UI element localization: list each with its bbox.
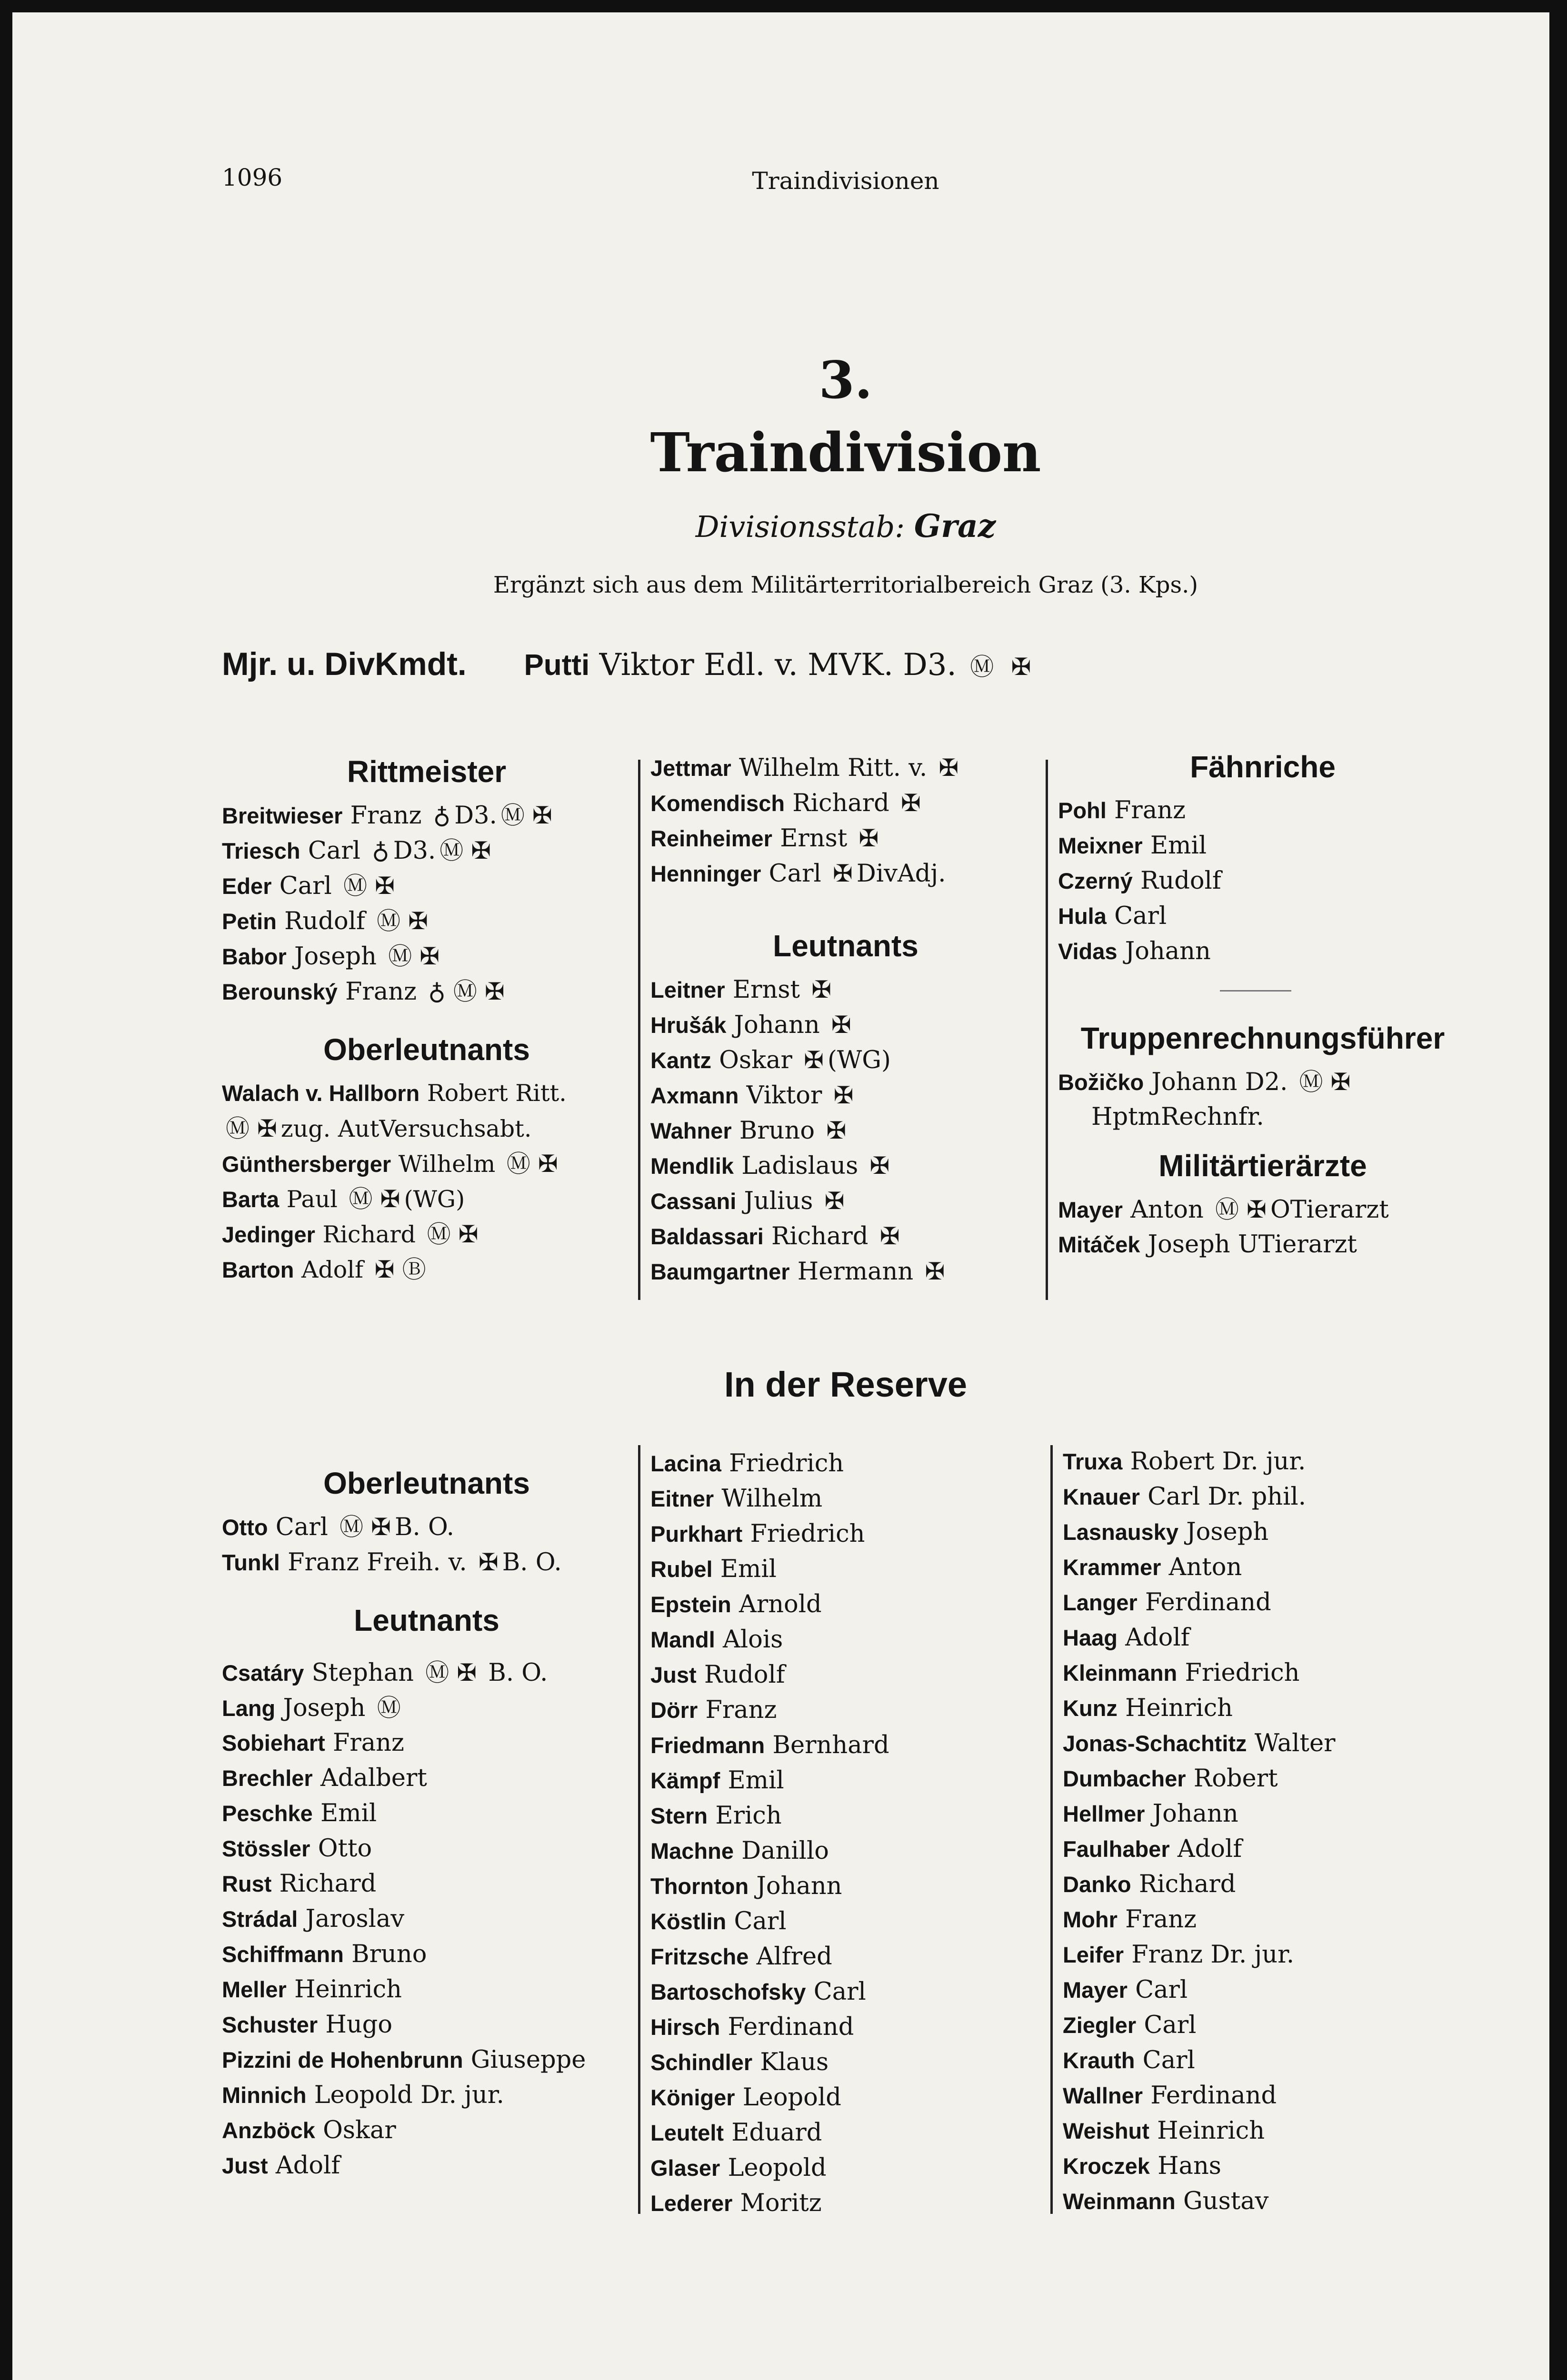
column-rule	[638, 1445, 640, 2214]
m-badge-icon: Ⓜ	[1215, 1196, 1239, 1223]
list-item: Baumgartner Hermann ✠	[650, 1254, 1041, 1289]
list-item: Mayer Carl	[1063, 1976, 1188, 2004]
reserve-col-1	[222, 1457, 631, 2183]
heading-reserve-oberleutnants: Oberleutnants	[323, 1466, 530, 1500]
list-item: Cassani Julius ✠	[650, 1183, 1041, 1219]
list-item: Babor Joseph Ⓜ ✠	[222, 939, 631, 974]
cross-icon: ✠	[879, 1222, 900, 1250]
cross-icon: ✠	[833, 1081, 854, 1109]
list-item: Danko Richard	[1063, 1870, 1236, 1898]
cross-icon: ✠	[826, 1117, 847, 1144]
active-col-3	[1058, 741, 1467, 1262]
heading-leutnants: Leutnants	[773, 929, 918, 963]
m-badge-icon: Ⓜ	[1299, 1068, 1323, 1096]
list-item: Bartoschofsky Carl	[650, 1978, 866, 2006]
cross-icon: ✠	[478, 1548, 499, 1576]
list-item: Haag Adolf	[1063, 1624, 1190, 1652]
column-rule	[1046, 760, 1048, 1300]
cross-icon: ✠	[811, 976, 832, 1003]
list-item: Glaser Leopold	[650, 2154, 827, 2182]
m-badge-icon: Ⓜ	[377, 1694, 401, 1722]
commander-rank: Mjr. u. DivKmdt.	[222, 646, 467, 682]
heading-oberleutnants: Oberleutnants	[323, 1032, 530, 1067]
b-badge-icon: Ⓑ	[402, 1256, 426, 1283]
cross-icon: ✠	[532, 802, 552, 829]
medal-icon: ♁	[433, 802, 451, 829]
list-item: Lang Joseph Ⓜ	[222, 1690, 631, 1726]
list-item: HptmRechnfr.	[1091, 1103, 1264, 1131]
list-item: Krammer Anton	[1063, 1553, 1242, 1581]
page-number: 1096	[222, 164, 283, 191]
list-item: Lasnausky Joseph	[1063, 1518, 1269, 1546]
cross-icon: ✠	[925, 1258, 945, 1285]
list-item: Božičko Johann D2. Ⓜ ✠	[1058, 1064, 1467, 1100]
active-col-1	[222, 745, 631, 1287]
m-badge-icon: Ⓜ	[388, 942, 412, 970]
list-item: Meller Heinrich	[222, 1975, 402, 2003]
list-item: Leifer Franz Dr. jur.	[1063, 1941, 1295, 1969]
list-item: Mayer Anton Ⓜ ✠ OTierarzt	[1058, 1192, 1467, 1227]
m-badge-icon: Ⓜ	[377, 907, 401, 935]
cross-icon: ✠	[374, 1256, 395, 1283]
cross-icon: ✠	[1247, 1196, 1267, 1223]
cross-icon: ✠	[804, 1046, 824, 1074]
list-item: Jonas-Schachtitz Walter	[1063, 1729, 1336, 1757]
list-item: Mandl Alois	[650, 1626, 783, 1654]
m-badge-icon: Ⓜ	[339, 1513, 364, 1541]
staff-line	[536, 507, 1155, 545]
list-item: Brechler Adalbert	[222, 1764, 427, 1792]
list-item: Hula Carl	[1058, 902, 1167, 930]
cross-icon: ✠	[471, 837, 491, 864]
list-item: Ziegler Carl	[1063, 2011, 1197, 2039]
list-item: Stern Erich	[650, 1802, 782, 1830]
list-item: Dörr Franz	[650, 1696, 777, 1724]
list-item: Barton Adolf ✠ Ⓑ	[222, 1252, 631, 1287]
list-item: Petin Rudolf Ⓜ ✠	[222, 903, 631, 939]
running-head: Traindivisionen	[752, 167, 939, 195]
list-item: Weishut Heinrich	[1063, 2117, 1265, 2145]
heading-militaertieraerzte: Militärtierärzte	[1158, 1149, 1367, 1183]
m-badge-icon: Ⓜ	[453, 978, 477, 1005]
cross-icon: ✠	[380, 1185, 400, 1213]
list-item: Fritzsche Alfred	[650, 1943, 832, 1971]
list-item: Baldassari Richard ✠	[650, 1219, 1041, 1254]
cross-icon: ✠	[371, 1513, 391, 1541]
list-item: Kunz Heinrich	[1063, 1694, 1233, 1722]
list-item: Jettmar Wilhelm Ritt. v. ✠	[650, 750, 1041, 785]
heading-rittmeister: Rittmeister	[347, 754, 507, 789]
list-item: Triesch Carl ♁ D3. Ⓜ ✠	[222, 833, 631, 868]
cross-icon: ✠	[901, 789, 921, 817]
list-item: Weinmann Gustav	[1063, 2187, 1269, 2215]
supplement-note: Ergänzt sich aus dem Militärterritorialbereich Graz (3. Kps.)	[493, 572, 1198, 598]
commander-line	[222, 645, 1035, 683]
divider	[1220, 990, 1291, 992]
cross-icon: ✠	[257, 1115, 277, 1142]
list-item: Leitner Ernst ✠	[650, 972, 1041, 1007]
book-page	[12, 12, 1549, 2380]
m-badge-icon: Ⓜ	[427, 1220, 451, 1248]
list-item: Breitwieser Franz ♁ D3. Ⓜ ✠	[222, 798, 631, 833]
heading-truppenrechnungsfuehrer: Truppenrechnungsführer	[1080, 1021, 1445, 1055]
cross-icon: ✠	[831, 1011, 851, 1039]
list-item: Kantz Oskar ✠ (WG)	[650, 1042, 1041, 1078]
m-badge-icon: Ⓜ	[970, 653, 994, 681]
heading-faehnriche: Fähnriche	[1190, 750, 1336, 784]
list-item: Epstein Arnold	[650, 1590, 822, 1618]
m-badge-icon: Ⓜ	[226, 1115, 250, 1142]
list-item: Jedinger Richard Ⓜ ✠	[222, 1217, 631, 1252]
list-item: Königer Leopold	[650, 2083, 841, 2112]
list-item: Strádal Jaroslav	[222, 1905, 405, 1933]
list-item: Kroczek Hans	[1063, 2152, 1221, 2180]
list-item: Berounský Franz ♁ Ⓜ ✠	[222, 974, 631, 1009]
list-item: Pohl Franz	[1058, 796, 1186, 824]
list-item: Czerný Rudolf	[1058, 867, 1221, 895]
column-rule	[1050, 1445, 1053, 2214]
list-item: Köstlin Carl	[650, 1907, 787, 1935]
list-item: Leutelt Eduard	[650, 2119, 822, 2147]
cross-icon: ✠	[484, 978, 505, 1005]
staff-label: Divisionsstab:	[695, 509, 905, 544]
column-rule	[638, 760, 640, 1300]
cross-icon: ✠	[408, 907, 429, 935]
cross-icon: ✠	[458, 1220, 479, 1248]
m-badge-icon: Ⓜ	[349, 1185, 373, 1213]
cross-icon: ✠	[824, 1187, 845, 1215]
cross-icon: ✠	[457, 1659, 477, 1686]
list-item: Mendlik Ladislaus ✠	[650, 1148, 1041, 1183]
list-item: Günthersberger Wilhelm Ⓜ ✠	[222, 1146, 631, 1181]
list-item: Friedmann Bernhard	[650, 1731, 889, 1759]
m-badge-icon: Ⓜ	[343, 872, 368, 900]
list-item: Barta Paul Ⓜ ✠ (WG)	[222, 1181, 631, 1217]
cross-icon: ✠	[858, 824, 879, 852]
divider-spacer	[1058, 969, 1467, 1012]
list-item: Thornton Johann	[650, 1872, 842, 1900]
list-item: Csatáry Stephan Ⓜ ✠ B. O.	[222, 1655, 631, 1690]
list-item: Eitner Wilhelm	[650, 1485, 823, 1513]
list-item: Walach v. Hallborn Robert Ritt.	[222, 1080, 567, 1107]
list-item: Lederer Moritz	[650, 2189, 822, 2217]
list-item: Schuster Hugo	[222, 2011, 393, 2039]
cross-icon: ✠	[938, 754, 959, 782]
list-item: Peschke Emil	[222, 1799, 377, 1827]
list-item: Kämpf Emil	[650, 1766, 784, 1795]
list-item: Just Adolf	[222, 2152, 340, 2180]
m-badge-icon: Ⓜ	[425, 1659, 449, 1686]
list-item: Hirsch Ferdinand	[650, 2013, 854, 2041]
list-item: Kleinmann Friedrich	[1063, 1659, 1300, 1687]
list-item: Rust Richard	[222, 1870, 377, 1898]
list-item: Knauer Carl Dr. phil.	[1063, 1483, 1306, 1511]
m-badge-icon: Ⓜ	[439, 837, 464, 864]
list-item: Truxa Robert Dr. jur.	[1063, 1448, 1306, 1476]
staff-city: Graz	[914, 507, 996, 545]
cross-icon: ✠	[1011, 653, 1031, 681]
commander-surname: Putti	[524, 649, 590, 682]
list-item: Hellmer Johann	[1063, 1800, 1238, 1828]
cross-icon: ✠	[869, 1152, 890, 1180]
list-item: Axmann Viktor ✠	[650, 1078, 1041, 1113]
m-badge-icon: Ⓜ	[506, 1150, 530, 1178]
list-item: Minnich Leopold Dr. jur.	[222, 2081, 504, 2109]
list-item: Tunkl Franz Freih. v. ✠ B. O.	[222, 1545, 631, 1580]
list-item: Mohr Franz	[1063, 1905, 1197, 1934]
list-item: Wahner Bruno ✠	[650, 1113, 1041, 1148]
list-item: Stössler Otto	[222, 1835, 372, 1863]
list-item: Vidas Johann	[1058, 937, 1211, 965]
cross-icon: ✠	[419, 942, 440, 970]
medal-icon: ♁	[372, 837, 389, 864]
division-title: Traindivision	[650, 422, 1041, 484]
m-badge-icon: Ⓜ	[500, 802, 525, 829]
list-item: Henninger Carl ✠ DivAdj.	[650, 856, 1041, 891]
list-item: Otto Carl Ⓜ ✠ B. O.	[222, 1509, 631, 1545]
list-item: Faulhaber Adolf	[1063, 1835, 1242, 1863]
list-item: Ⓜ ✠ zug. AutVersuchsabt.	[222, 1111, 631, 1146]
list-item: Lacina Friedrich	[650, 1449, 844, 1478]
list-item: Rubel Emil	[650, 1555, 777, 1583]
list-item: Schindler Klaus	[650, 2048, 829, 2076]
reserve-col-3	[1063, 1444, 1472, 2219]
list-item: Purkhart Friedrich	[650, 1520, 865, 1548]
list-item: Hrušák Johann ✠	[650, 1007, 1041, 1042]
reserve-col-2	[650, 1446, 1041, 2221]
list-item: Wallner Ferdinand	[1063, 2082, 1277, 2110]
list-item: Krauth Carl	[1063, 2046, 1195, 2074]
list-item: Anzböck Oskar	[222, 2116, 396, 2144]
commander-rest: Viktor Edl. v. MVK. D3.	[599, 647, 957, 683]
cross-icon: ✠	[832, 860, 853, 887]
list-item: Eder Carl Ⓜ ✠	[222, 868, 631, 903]
list-item: Just Rudolf	[650, 1661, 785, 1689]
cross-icon: ✠	[538, 1150, 558, 1178]
list-item: Sobiehart Franz	[222, 1729, 404, 1757]
active-col-2	[650, 750, 1041, 1289]
list-item: Langer Ferdinand	[1063, 1588, 1271, 1616]
medal-icon: ♁	[428, 978, 446, 1005]
list-item: Dumbacher Robert	[1063, 1765, 1278, 1793]
list-item: Pizzini de Hohenbrunn Giuseppe	[222, 2046, 586, 2074]
list-item: Reinheimer Ernst ✠	[650, 821, 1041, 856]
cross-icon: ✠	[1330, 1068, 1351, 1096]
list-item: Meixner Emil	[1058, 832, 1207, 860]
division-number: 3.	[818, 350, 873, 410]
list-item: Schiffmann Bruno	[222, 1940, 427, 1968]
list-item: Komendisch Richard ✠	[650, 785, 1041, 821]
heading-reserve: In der Reserve	[724, 1365, 968, 1404]
list-item: Mitáček Joseph UTierarzt	[1058, 1230, 1357, 1259]
heading-reserve-leutnants: Leutnants	[354, 1603, 499, 1637]
cross-icon: ✠	[375, 872, 395, 900]
list-item: Machne Danillo	[650, 1837, 829, 1865]
